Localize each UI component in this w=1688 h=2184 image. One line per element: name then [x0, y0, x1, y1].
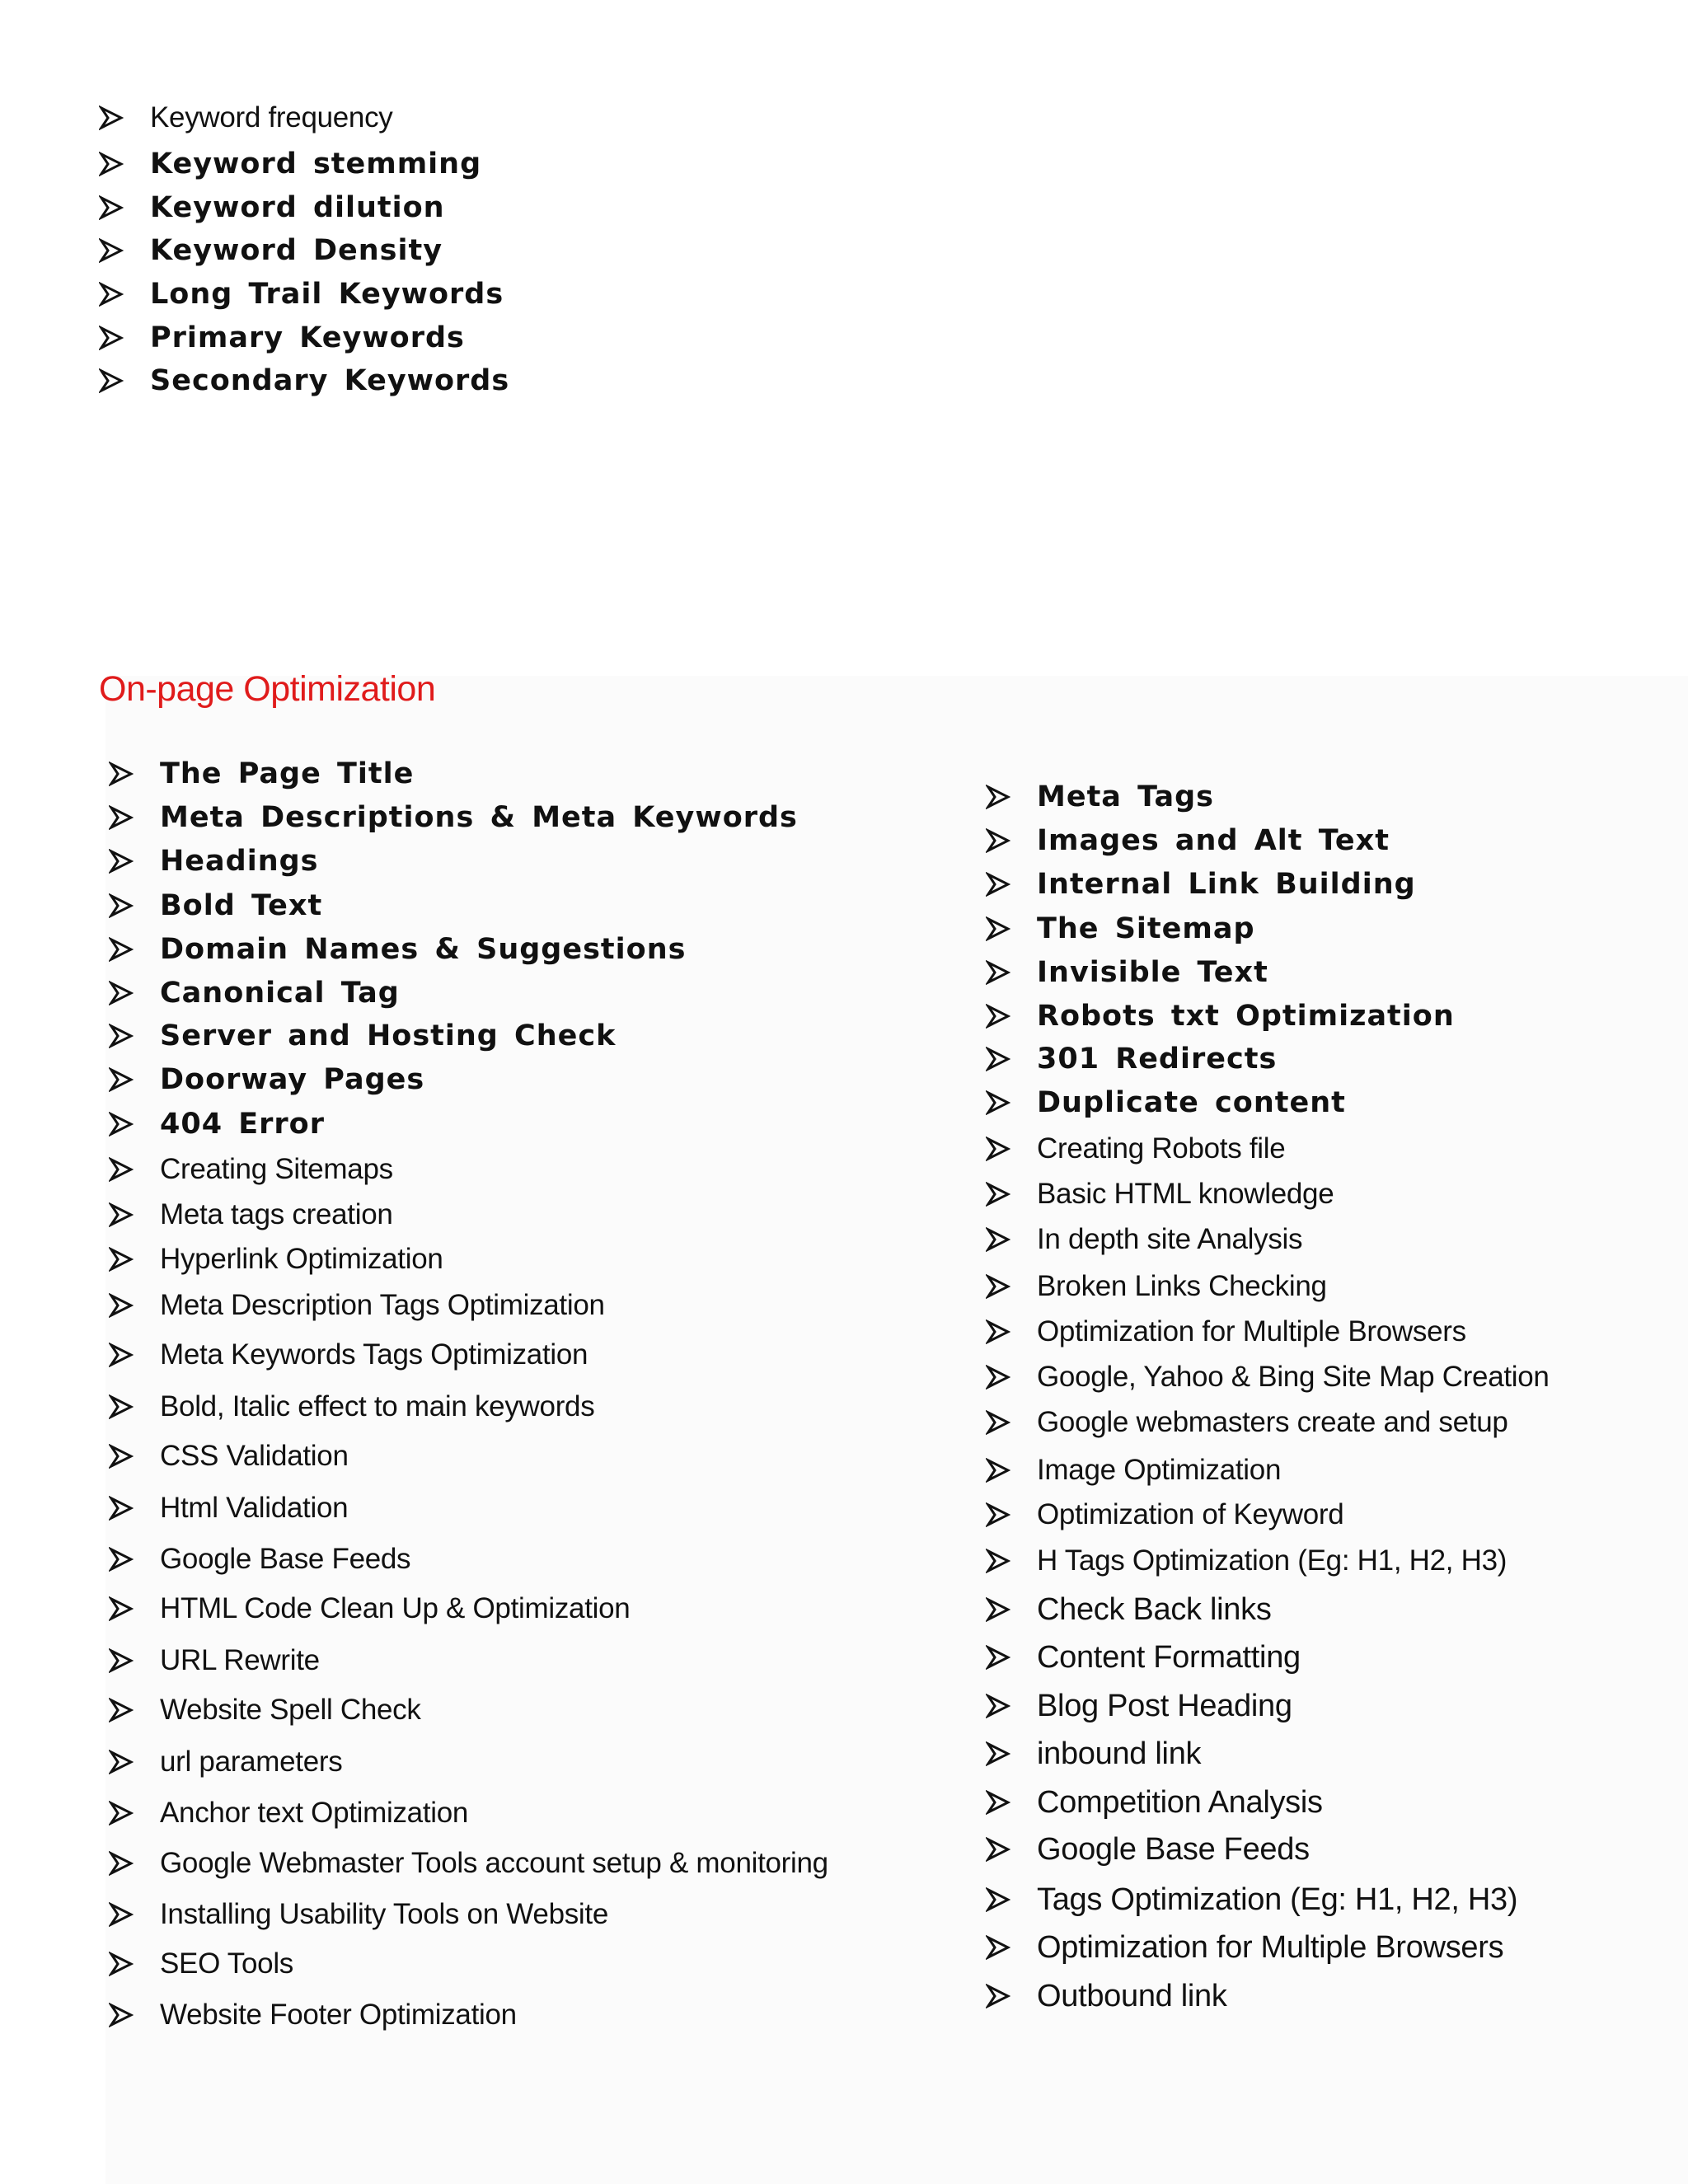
arrowhead-bullet-icon — [109, 1343, 160, 1367]
list-item-label: Internal Link Building — [1037, 868, 1416, 901]
list-item — [109, 1588, 630, 1629]
list-item-label: URL Rewrite — [160, 1644, 320, 1676]
list-item — [109, 1741, 342, 1783]
list-item — [986, 864, 1416, 905]
list-item — [99, 317, 465, 359]
arrowhead-bullet-icon — [986, 1984, 1037, 2008]
arrowhead-bullet-icon — [99, 152, 150, 176]
list-item — [109, 1149, 393, 1190]
list-item — [986, 1975, 1227, 2017]
list-item-label: Images and Alt Text — [1037, 824, 1390, 857]
list-item-label: 404 Error — [160, 1108, 325, 1141]
list-item-label: Keyword Density — [150, 234, 443, 267]
list-item — [109, 1943, 293, 1985]
list-item-label: Duplicate content — [1037, 1086, 1346, 1119]
arrowhead-bullet-icon — [986, 872, 1037, 897]
list-item-label: Meta Description Tags Optimization — [160, 1289, 605, 1321]
list-item-label: In depth site Analysis — [1037, 1223, 1303, 1255]
arrowhead-bullet-icon — [99, 238, 150, 263]
list-item — [986, 1589, 1272, 1630]
list-item — [99, 187, 445, 228]
arrowhead-bullet-icon — [109, 937, 160, 962]
arrowhead-bullet-icon — [986, 1837, 1037, 1862]
list-item-label: Creating Sitemaps — [160, 1153, 393, 1185]
arrowhead-bullet-icon — [986, 1694, 1037, 1718]
arrowhead-bullet-icon — [986, 1790, 1037, 1815]
list-item-label: Meta tags creation — [160, 1198, 393, 1230]
list-item — [109, 797, 798, 838]
list-item-label: Bold, Italic effect to main keywords — [160, 1390, 595, 1422]
arrowhead-bullet-icon — [986, 1741, 1037, 1766]
list-item-label: Google, Yahoo & Bing Site Map Creation — [1037, 1361, 1550, 1393]
list-item — [109, 929, 686, 970]
list-item-label: Invisible Text — [1037, 956, 1268, 989]
arrowhead-bullet-icon — [109, 1547, 160, 1572]
list-item — [986, 776, 1214, 818]
arrowhead-bullet-icon — [986, 828, 1037, 853]
list-item — [109, 1239, 443, 1280]
list-item — [109, 753, 414, 794]
arrowhead-bullet-icon — [986, 1645, 1037, 1670]
arrowhead-bullet-icon — [986, 916, 1037, 941]
arrowhead-bullet-icon — [986, 1597, 1037, 1622]
list-item-label: Broken Links Checking — [1037, 1270, 1327, 1302]
arrowhead-bullet-icon — [109, 1952, 160, 1976]
arrowhead-bullet-icon — [109, 1851, 160, 1876]
list-item — [986, 996, 1455, 1037]
arrowhead-bullet-icon — [109, 1024, 160, 1048]
list-item-label: Domain Names & Suggestions — [160, 933, 687, 966]
list-item-label: Keyword stemming — [150, 148, 482, 180]
list-item — [109, 1194, 393, 1235]
arrowhead-bullet-icon — [986, 785, 1037, 809]
list-item — [109, 1015, 616, 1057]
arrowhead-bullet-icon — [109, 1444, 160, 1469]
list-item-label: 301 Redirects — [1037, 1043, 1278, 1076]
arrowhead-bullet-icon — [986, 1458, 1037, 1483]
list-item-label: Meta Descriptions & Meta Keywords — [160, 801, 798, 834]
list-item-label: Content Formatting — [1037, 1639, 1301, 1675]
list-item — [986, 1174, 1334, 1215]
arrowhead-bullet-icon — [109, 849, 160, 874]
arrowhead-bullet-icon — [99, 282, 150, 307]
list-item-label: Hyperlink Optimization — [160, 1243, 443, 1275]
list-item — [109, 1894, 608, 1935]
list-item-label: Google Webmaster Tools account setup & monitoring — [160, 1847, 828, 1879]
list-item — [986, 1128, 1285, 1169]
arrowhead-bullet-icon — [109, 1496, 160, 1521]
list-item — [986, 1219, 1302, 1260]
arrowhead-bullet-icon — [109, 1394, 160, 1419]
arrowhead-bullet-icon — [109, 1247, 160, 1272]
list-item-label: The Page Title — [160, 757, 415, 790]
list-item — [109, 1104, 325, 1145]
list-item — [109, 841, 319, 882]
list-item — [99, 143, 481, 185]
arrowhead-bullet-icon — [99, 326, 150, 350]
list-item — [986, 1637, 1301, 1678]
arrowhead-bullet-icon — [109, 1202, 160, 1227]
arrowhead-bullet-icon — [986, 960, 1037, 985]
arrowhead-bullet-icon — [109, 1648, 160, 1673]
list-item — [109, 972, 400, 1014]
arrowhead-bullet-icon — [986, 1182, 1037, 1207]
list-item — [986, 1927, 1503, 1968]
list-item-label: Long Trail Keywords — [150, 278, 504, 311]
arrowhead-bullet-icon — [109, 1750, 160, 1774]
list-item-label: The Sitemap — [1037, 912, 1255, 945]
arrowhead-bullet-icon — [109, 893, 160, 918]
list-item-label: Check Back links — [1037, 1591, 1272, 1627]
arrowhead-bullet-icon — [986, 1887, 1037, 1912]
arrowhead-bullet-icon — [109, 1902, 160, 1927]
list-item — [986, 820, 1390, 861]
list-item-label: Optimization of Keyword — [1037, 1498, 1344, 1530]
list-item-label: Bold Text — [160, 889, 323, 922]
list-item — [109, 1793, 468, 1834]
list-item — [986, 1450, 1281, 1491]
arrowhead-bullet-icon — [109, 1698, 160, 1722]
list-item — [109, 1994, 517, 2036]
arrowhead-bullet-icon — [99, 195, 150, 220]
arrowhead-bullet-icon — [986, 1502, 1037, 1527]
list-item — [986, 1782, 1323, 1823]
list-item — [986, 1879, 1517, 1920]
arrowhead-bullet-icon — [986, 1227, 1037, 1252]
list-item — [109, 1488, 348, 1529]
list-item — [109, 1386, 594, 1427]
list-item-label: Competition Analysis — [1037, 1784, 1323, 1820]
list-item-label: Meta Keywords Tags Optimization — [160, 1338, 588, 1371]
list-item — [99, 274, 504, 315]
list-item-label: SEO Tools — [160, 1947, 294, 1980]
arrowhead-bullet-icon — [986, 1935, 1037, 1960]
list-item-label: Installing Usability Tools on Website — [160, 1898, 608, 1930]
list-item — [109, 1539, 410, 1580]
arrowhead-bullet-icon — [986, 1410, 1037, 1435]
list-item — [99, 360, 509, 401]
list-item-label: H Tags Optimization (Eg: H1, H2, H3) — [1037, 1544, 1507, 1577]
list-item-label: Optimization for Multiple Browsers — [1037, 1929, 1504, 1965]
list-item — [986, 1733, 1201, 1774]
list-item — [986, 1082, 1346, 1123]
list-item-label: Optimization for Multiple Browsers — [1037, 1315, 1466, 1347]
arrowhead-bullet-icon — [109, 1293, 160, 1318]
list-item-label: Creating Robots file — [1037, 1132, 1286, 1165]
list-item-label: Outbound link — [1037, 1978, 1227, 2013]
list-item-label: Google webmasters create and setup — [1037, 1406, 1508, 1438]
list-item-label: Image Optimization — [1037, 1454, 1282, 1486]
arrowhead-bullet-icon — [109, 1157, 160, 1182]
list-item — [109, 1285, 605, 1326]
arrowhead-bullet-icon — [986, 1549, 1037, 1573]
arrowhead-bullet-icon — [986, 1004, 1037, 1029]
arrowhead-bullet-icon — [109, 1112, 160, 1137]
list-item-label: Google Base Feeds — [1037, 1831, 1310, 1867]
list-item-label: Keyword dilution — [150, 191, 445, 224]
arrowhead-bullet-icon — [109, 981, 160, 1005]
list-item-label: Doorway Pages — [160, 1063, 425, 1096]
list-item — [986, 952, 1268, 993]
list-item-label: Basic HTML knowledge — [1037, 1178, 1334, 1210]
list-item — [986, 1266, 1327, 1307]
list-item-label: Website Spell Check — [160, 1694, 421, 1726]
arrowhead-bullet-icon — [109, 1801, 160, 1825]
arrowhead-bullet-icon — [986, 1274, 1037, 1299]
list-item-label: Tags Optimization (Eg: H1, H2, H3) — [1037, 1882, 1518, 1917]
arrowhead-bullet-icon — [109, 1067, 160, 1092]
list-item — [109, 1690, 421, 1731]
arrowhead-bullet-icon — [986, 1137, 1037, 1161]
list-item-label: Canonical Tag — [160, 977, 400, 1010]
section-title: On-page Optimization — [99, 669, 436, 709]
list-item — [99, 97, 393, 138]
list-item-label: HTML Code Clean Up & Optimization — [160, 1592, 631, 1624]
list-item-label: Primary Keywords — [150, 321, 465, 354]
list-item — [986, 1311, 1466, 1352]
list-item-label: Meta Tags — [1037, 780, 1214, 813]
list-item — [109, 1436, 349, 1477]
arrowhead-bullet-icon — [109, 762, 160, 786]
arrowhead-bullet-icon — [109, 2003, 160, 2027]
arrowhead-bullet-icon — [986, 1365, 1037, 1390]
list-item-label: inbound link — [1037, 1736, 1202, 1771]
list-item — [986, 1402, 1508, 1443]
list-item-label: Google Base Feeds — [160, 1543, 411, 1575]
list-item-label: CSS Validation — [160, 1440, 349, 1472]
arrowhead-bullet-icon — [99, 368, 150, 393]
list-item-label: Server and Hosting Check — [160, 1019, 617, 1052]
list-item-label: Headings — [160, 845, 319, 878]
list-item — [986, 1540, 1507, 1582]
list-item-label: Website Footer Optimization — [160, 1999, 517, 2031]
list-item — [109, 1059, 424, 1100]
list-item — [109, 885, 322, 926]
list-item — [109, 1843, 828, 1884]
list-item-label: Anchor text Optimization — [160, 1797, 469, 1829]
list-item — [986, 1829, 1310, 1870]
list-item-label: url parameters — [160, 1746, 343, 1778]
arrowhead-bullet-icon — [99, 105, 150, 130]
list-item-label: Blog Post Heading — [1037, 1688, 1292, 1723]
list-item — [986, 1038, 1277, 1080]
arrowhead-bullet-icon — [109, 1596, 160, 1621]
list-item-label: Html Validation — [160, 1492, 349, 1524]
list-item — [986, 1357, 1550, 1398]
list-item — [986, 908, 1255, 949]
list-item-label: Secondary Keywords — [150, 364, 510, 397]
list-item-label: Robots txt Optimization — [1037, 1000, 1455, 1033]
arrowhead-bullet-icon — [986, 1047, 1037, 1071]
list-item-label: Keyword frequency — [150, 101, 393, 134]
list-item — [986, 1685, 1292, 1727]
arrowhead-bullet-icon — [109, 805, 160, 830]
list-item — [109, 1334, 588, 1376]
list-item — [986, 1494, 1343, 1535]
arrowhead-bullet-icon — [986, 1319, 1037, 1344]
list-item — [99, 230, 443, 271]
arrowhead-bullet-icon — [986, 1090, 1037, 1115]
list-item — [109, 1640, 320, 1681]
